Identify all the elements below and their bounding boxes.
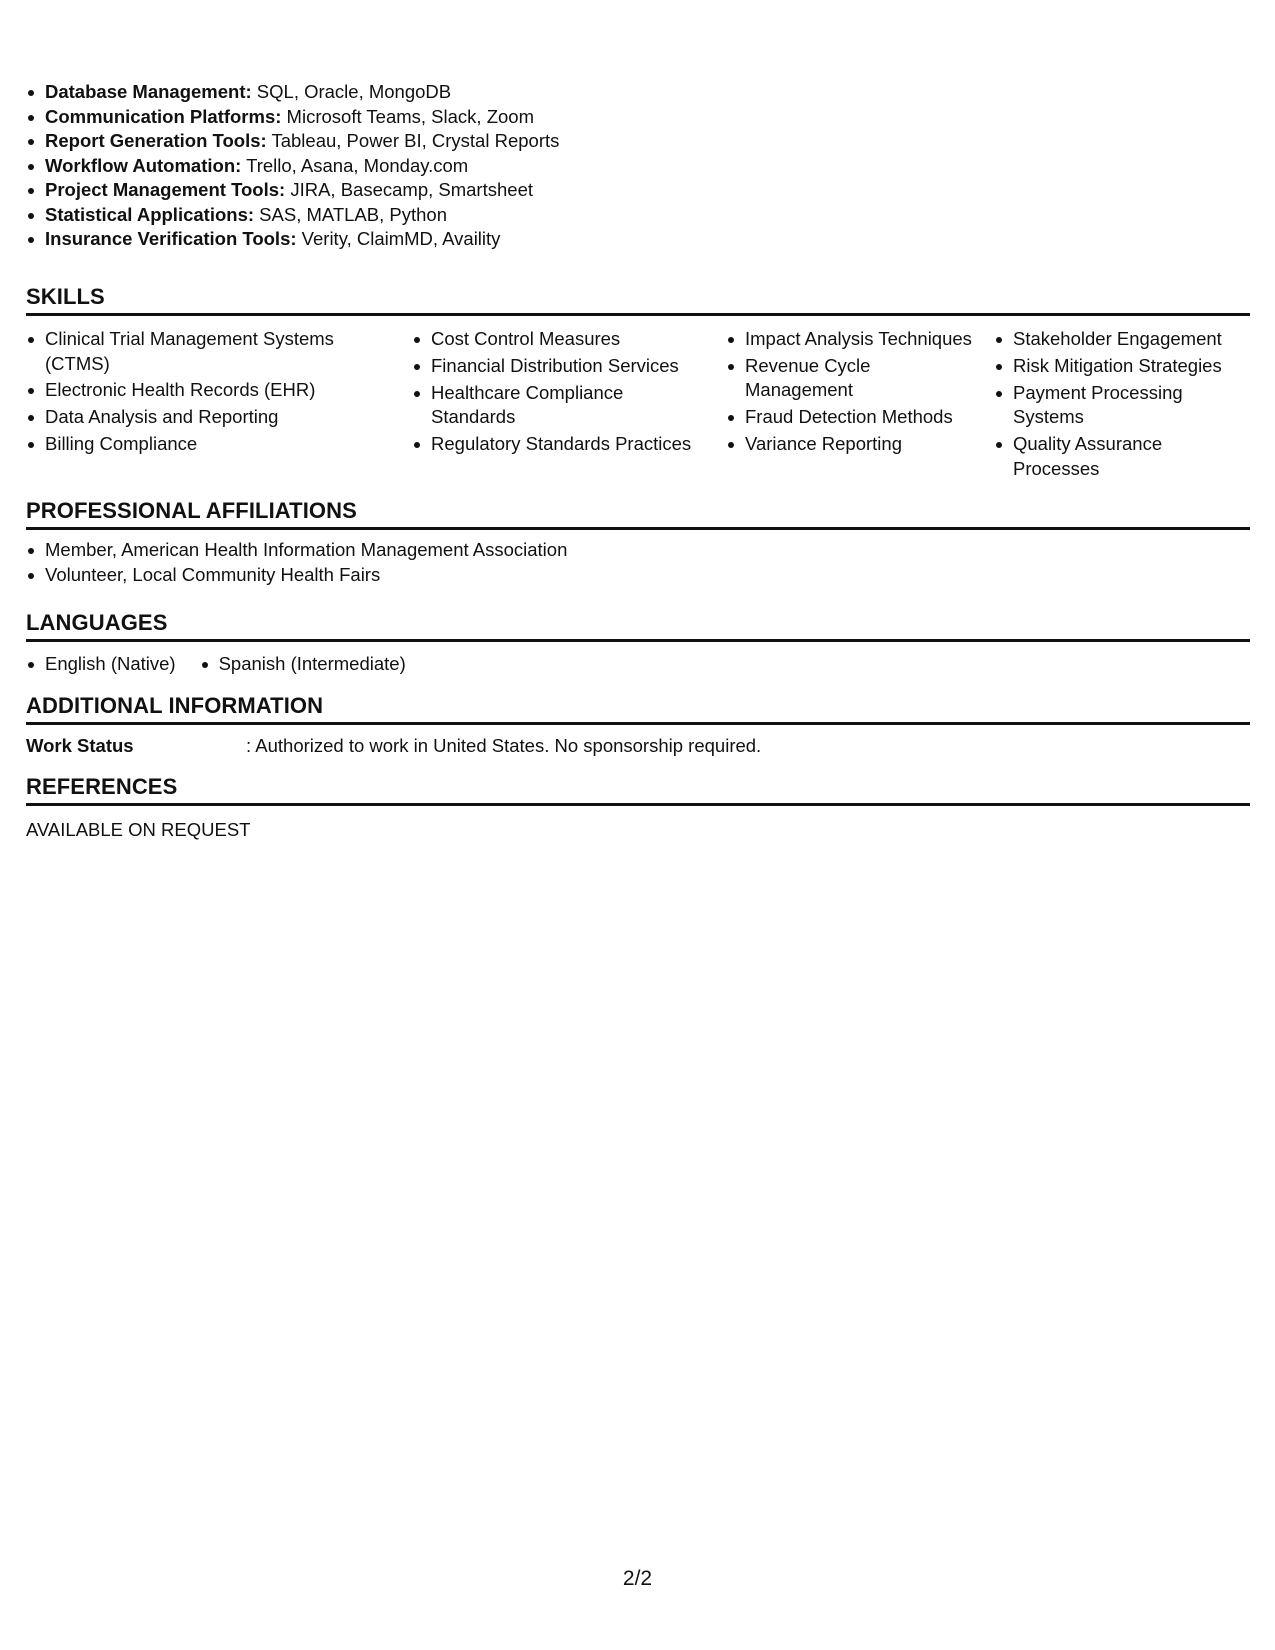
skill-item: Healthcare Compliance Standards: [412, 381, 711, 430]
tool-value: SQL, Oracle, MongoDB: [251, 81, 452, 102]
additional-info-heading: ADDITIONAL INFORMATION: [26, 693, 1250, 725]
tool-label: Workflow Automation:: [45, 154, 242, 176]
tool-value: Verity, ClaimMD, Availity: [296, 228, 501, 249]
skill-item: Billing Compliance: [26, 432, 345, 457]
work-status-label: Work Status: [26, 735, 134, 756]
tool-item: [26, 203, 559, 228]
tool-value: Tableau, Power BI, Crystal Reports: [266, 130, 560, 151]
affiliation-item: Volunteer, Local Community Health Fairs: [26, 563, 567, 588]
skill-item: Electronic Health Records (EHR): [26, 378, 345, 403]
tool-item: [26, 129, 559, 154]
work-status-value: : Authorized to work in United States. No sponsorship required.: [246, 735, 762, 756]
tool-label: Statistical Applications:: [45, 203, 255, 225]
skill-item: Fraud Detection Methods: [726, 405, 975, 430]
skill-item: Impact Analysis Techniques: [726, 327, 975, 352]
skill-item: Revenue Cycle Management: [726, 354, 975, 403]
tool-value: Trello, Asana, Monday.com: [241, 154, 469, 176]
tool-item: [26, 80, 559, 105]
skill-item: Cost Control Measures: [412, 327, 711, 352]
language-item: English (Native): [26, 652, 176, 677]
tool-item: [26, 178, 559, 203]
skills-column-2: [412, 327, 726, 484]
tool-item: [26, 227, 559, 252]
skill-item: Variance Reporting: [726, 432, 975, 457]
tool-value: JIRA, Basecamp, Smartsheet: [285, 179, 533, 200]
technical-tools-list: [26, 80, 559, 252]
languages-list: [26, 652, 430, 677]
affiliation-item: Member, American Health Information Management Association: [26, 538, 567, 563]
skill-item: Clinical Trial Management Systems (CTMS): [26, 327, 345, 376]
tool-label: Database Management:: [45, 81, 252, 102]
skills-heading: SKILLS: [26, 284, 1250, 316]
skills-grid: [26, 327, 1250, 484]
tool-item: [26, 105, 559, 130]
tool-item: [26, 154, 559, 179]
tool-value: SAS, MATLAB, Python: [254, 203, 447, 225]
skill-item: Stakeholder Engagement: [994, 327, 1253, 352]
affiliations-list: [26, 538, 567, 587]
references-heading: REFERENCES: [26, 774, 1250, 806]
tool-value: Microsoft Teams, Slack, Zoom: [281, 105, 534, 127]
skill-item: Payment Processing Systems: [994, 381, 1253, 430]
work-status-row: [26, 734, 761, 758]
skill-item: Quality Assurance Processes: [994, 432, 1253, 481]
tool-label: Report Generation Tools:: [45, 130, 267, 151]
skills-column-1: [26, 327, 412, 484]
skill-item: Regulatory Standards Practices: [412, 432, 711, 457]
language-item: Spanish (Intermediate): [200, 652, 406, 677]
page-number: 2/2: [622, 1567, 653, 1590]
tool-label: Communication Platforms:: [45, 105, 282, 127]
tool-label: Project Management Tools:: [45, 179, 286, 200]
skill-item: Data Analysis and Reporting: [26, 405, 345, 430]
skill-item: Financial Distribution Services: [412, 354, 711, 379]
languages-heading: LANGUAGES: [26, 610, 1250, 642]
skills-column-3: [726, 327, 994, 484]
references-text: AVAILABLE ON REQUEST: [26, 819, 251, 840]
skill-item: Risk Mitigation Strategies: [994, 354, 1253, 379]
skills-column-4: [994, 327, 1250, 484]
affiliations-heading: PROFESSIONAL AFFILIATIONS: [26, 498, 1250, 530]
tool-label: Insurance Verification Tools:: [45, 228, 297, 249]
